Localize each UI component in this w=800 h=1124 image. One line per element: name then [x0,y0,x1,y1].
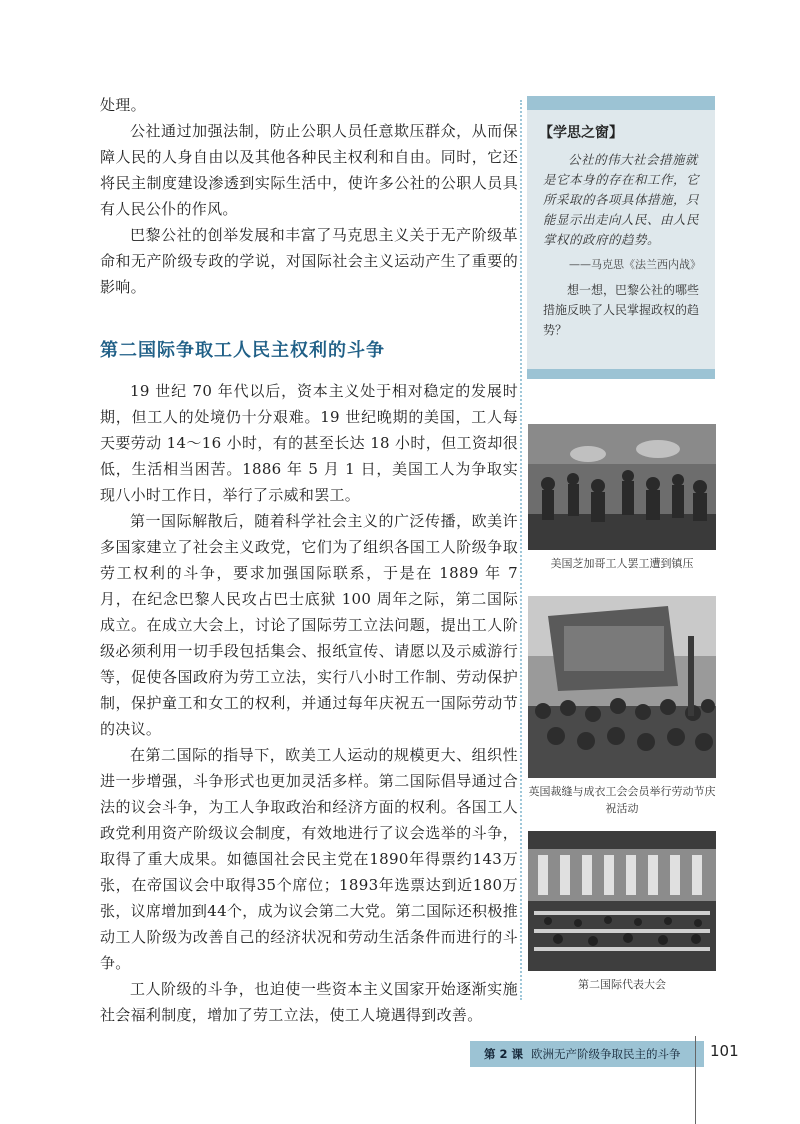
paragraph-1870s-workers: 19 世纪 70 年代以后，资本主义处于相对稳定的发展时期，但工人的处境仍十分艰难。19 世纪晚期的美国，工人每天要劳动 14～16 小时，有的甚至长达 18 小时，但工资却很低，生活相当困苦。1886 年 5 月 1 日，美国工人为争取实现八小时工作日，举行了示威和罢工。 [100,382,518,504]
quote-source: ——马克思《法兰西内战》 [569,258,701,271]
main-text-column [100,92,518,1028]
lesson-number: 第 2 课 [484,1047,524,1061]
second-international-congress-photo [528,831,716,971]
caption-chicago-strike: 美国芝加哥工人罢工遭到镇压 [550,557,694,570]
box-bottom-band [527,369,715,379]
caption-tailors-union: 英国裁缝与成衣工会会员举行劳动节庆祝活动 [528,785,716,815]
paragraph-commune-significance: 巴黎公社的创举发展和丰富了马克思主义关于无产阶级革命和无产阶级专政的学说，对国际社会主义运动产生了重要的影响。 [100,226,518,296]
study-window-box [527,96,715,379]
tailors-union-photo [528,596,716,778]
paragraph-second-international-founding: 第一国际解散后，随着科学社会主义的广泛传播，欧美许多国家建立了社会主义政党，它们为了组织各国工人阶级争取劳工权利的斗争，要求加强国际联系，于是在 1889 年 7 月，在纪念巴黎人民攻占巴士底狱 100 周年之际，第二国际成立。在成立大会上，讨论了国际劳工立法问题，提出工人阶级必须利用一切手段包括集会、报纸宣传、请愿以及示威游行等，促使各国政府为劳工立法，实行八小时工作制、劳动保护制，保护童工和女工的权利，并通过每年庆祝五一国际劳动节的决议。 [100,512,518,738]
paragraph-parliamentary-struggle: 在第二国际的指导下，欧美工人运动的规模更大、组织性进一步增强，斗争形式也更加灵活多样。第二国际倡导通过合法的议会斗争，为工人争取政治和经济方面的权利。各国工人政党利用资产阶级议会制度，有效地进行了议会选举的斗争，取得了重大成果。如德国社会民主党在1890年得票约143万张，在帝国议会中取得35个席位；1893年选票达到近180万张，议席增加到44个，成为议会第二大党。第二国际还积极推动工人阶级为改善自己的经济状况和劳动生活条件而进行的斗争。 [100,746,518,972]
chicago-strike-photo [528,424,716,550]
box-title: 【学思之窗】 [539,125,623,141]
page-rule [695,1036,696,1124]
paragraph-social-welfare: 工人阶级的斗争，也迫使一些资本主义国家开始逐渐实施社会福利制度，增加了劳工立法，使工人境遇得到改善。 [100,980,518,1024]
section-title: 第二国际争取工人民主权利的斗争 [100,340,385,361]
continued-paragraph: 处理。 [100,96,146,114]
page-number: 101 [710,1042,739,1060]
box-top-band [527,96,715,110]
column-divider [520,100,522,1000]
think-question: 想一想，巴黎公社的哪些措施反映了人民掌握政权的趋势？ [543,283,700,337]
paragraph-legal-system: 公社通过加强法制，防止公职人员任意欺压群众，从而保障人民的人身自由以及其他各种民主权利和自由。同时，它还将民主制度建设渗透到实际生活中，使许多公社的公职人员具有人民公仆的作风。 [100,122,518,218]
marx-quote: 公社的伟大社会措施就是它本身的存在和工作，它所采取的各项具体措施，只能显示出走向人民、由人民掌权的政府的趋势。 [543,152,700,247]
caption-congress: 第二国际代表大会 [578,978,666,991]
lesson-title: 欧洲无产阶级争取民主的斗争 [531,1047,681,1061]
footer-lesson-label [484,1046,681,1062]
